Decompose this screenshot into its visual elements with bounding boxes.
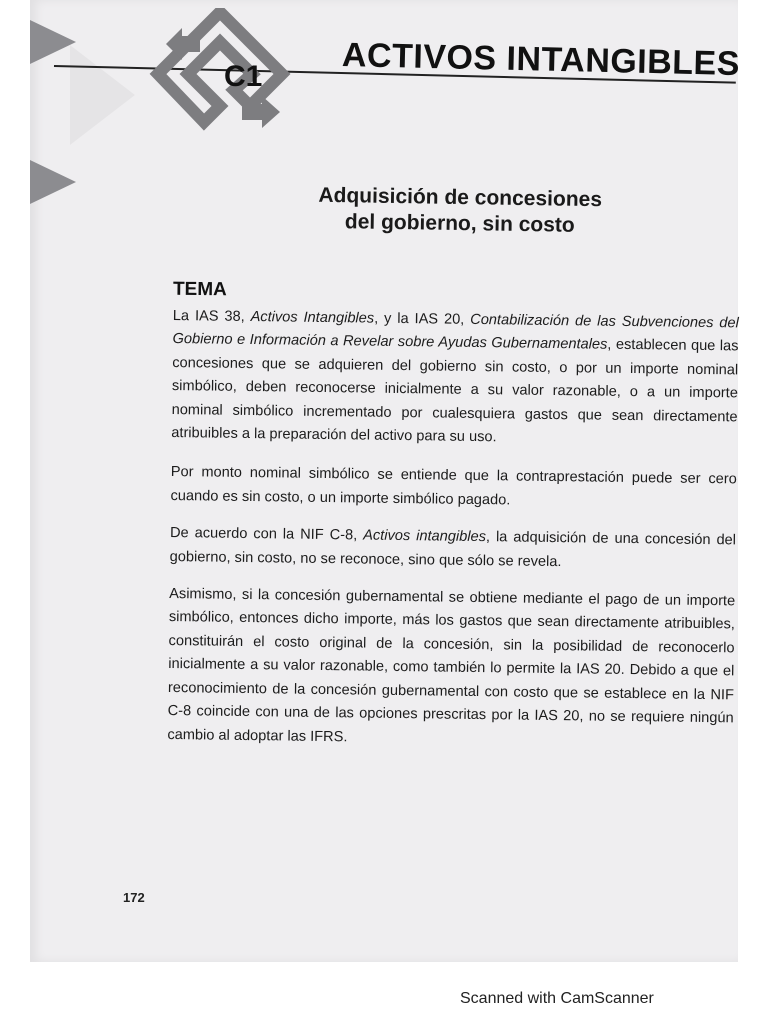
book-page xyxy=(30,0,741,962)
body-text xyxy=(167,305,739,768)
paragraph: Por monto nominal simbólico se entiende que la contraprestación puede ser cero cuando es sin costo, o un importe simbólico pagado. xyxy=(170,464,737,509)
text-run: De acuerdo con la NIF C-8, xyxy=(169,525,364,544)
paragraph xyxy=(171,305,739,453)
italic-run: Activos Intangibles xyxy=(250,309,375,327)
section-title-line: Adquisición de concesiones xyxy=(318,183,603,212)
section-title-line: del gobierno, sin costo xyxy=(344,210,575,237)
text-run: , establecen que las concesiones que se adquieren del gobierno sin costo, o por un importe nominal simbólico, deben reconocerse inicialmente a su valor razonable, o a un importe nominal simbólico incrementado por cualesquiera gastos que sean directamente atribuibles a la preparación del activo para su uso. xyxy=(171,337,739,446)
italic-run: Contabilización de las Subvenciones del Gobierno e Información a Revelar sobre Ayudas Gubernamentales xyxy=(172,311,739,354)
section-title xyxy=(270,182,651,240)
chapter-code: C1 xyxy=(224,60,263,93)
decorative-triangle xyxy=(70,45,135,145)
text-run: , la adquisición de una concesión del gobierno, sin costo, no se reconoce, sino que sólo se revela. xyxy=(169,529,737,570)
chapter-title: ACTIVOS INTANGIBLES xyxy=(341,36,741,84)
paragraph: Asimismo, si la concesión gubernamental se obtiene mediante el pago de un importe simbólico, entonces dicho importe, más los gastos que sean directamente atribuibles, constituirán el costo original de la concesión, sin la posibilidad de reconocerlo inicialmente a su valor razonable, como también lo permite la IAS 20. Debido a que el reconocimiento de la concesión gubernamental con costo que se establece en la NIF C-8 coincide con una de las opciones prescritas por la IAS 20, no se requiere ningún cambio al adoptar las IFRS. xyxy=(167,586,736,745)
italic-run: Activos intangibles xyxy=(363,527,487,546)
text-run: , y la IAS 20, xyxy=(374,310,471,328)
text-run: La IAS 38, xyxy=(172,307,251,326)
page-number: 172 xyxy=(123,890,145,905)
page-edge-marker xyxy=(30,160,76,204)
tema-heading: TEMA xyxy=(172,278,227,301)
paragraph xyxy=(170,522,737,576)
scanner-watermark: Scanned with CamScanner xyxy=(460,990,654,1007)
